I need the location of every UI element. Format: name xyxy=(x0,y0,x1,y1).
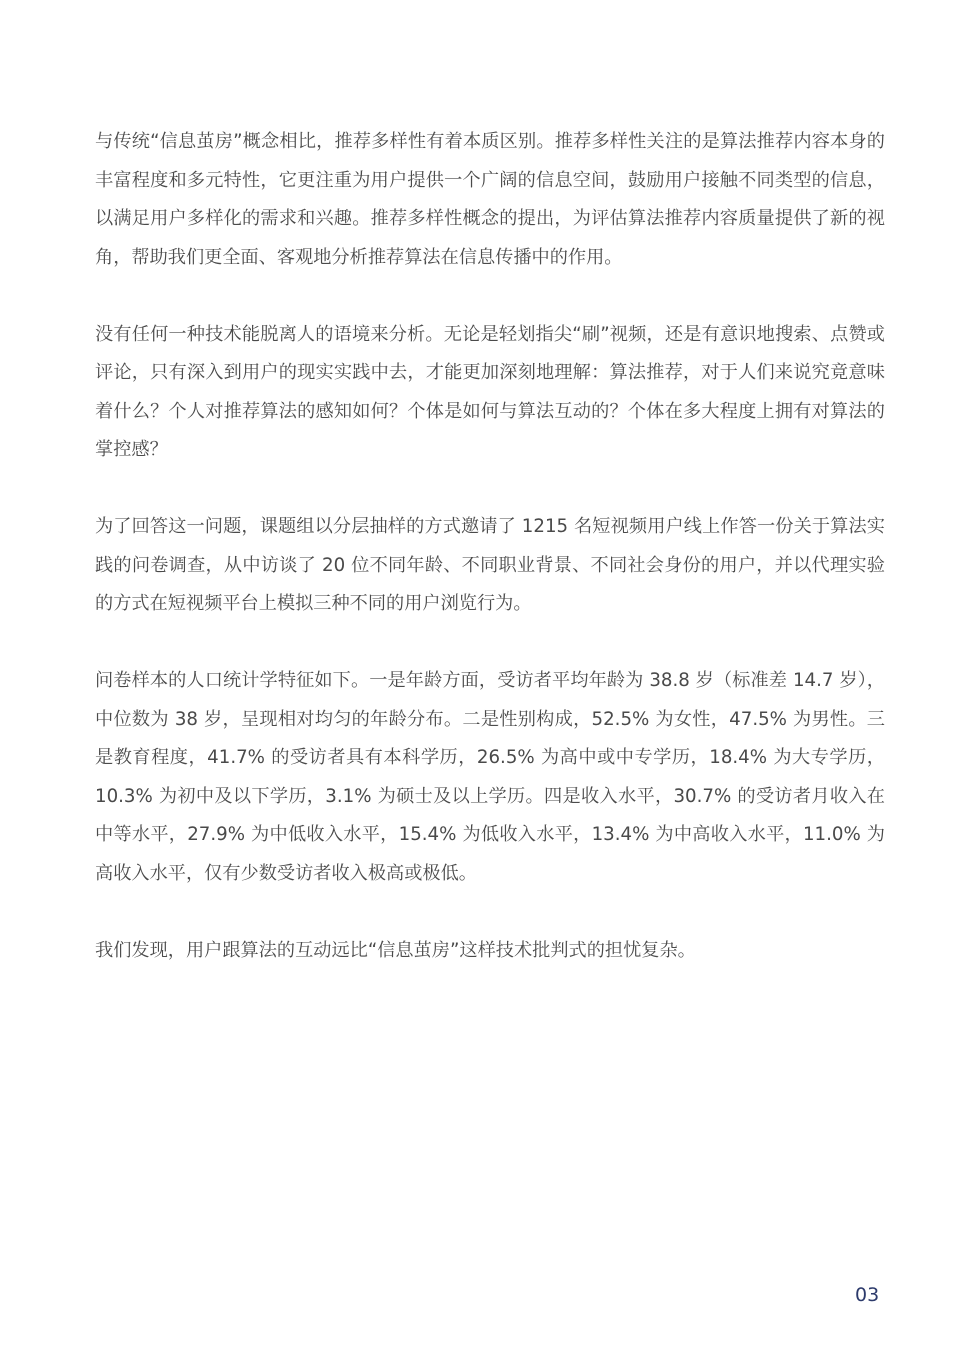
paragraph-user-context: 没有任何一种技术能脱离人的语境来分析。无论是轻划指尖“刷”视频，还是有意识地搜索、点赞或评论，只有深入到用户的现实实践中去，才能更加深刻地理解：算法推荐，对于人们来说究竟意味着什么？个人对推荐算法的感知如何？个体是如何与算法互动的？个体在多大程度上拥有对算法的掌控感？ xyxy=(95,323,885,460)
paragraph-finding: 我们发现，用户跟算法的互动远比“信息茧房”这样技术批判式的担忧复杂。 xyxy=(95,939,696,961)
body-text xyxy=(95,123,885,1009)
paragraph-recommendation-diversity: 与传统“信息茧房”概念相比，推荐多样性有着本质区别。推荐多样性关注的是算法推荐内容本身的丰富程度和多元特性，它更注重为用户提供一个广阔的信息空间，鼓励用户接触不同类型的信息，以满足用户多样化的需求和兴趣。推荐多样性概念的提出，为评估算法推荐内容质量提供了新的视角，帮助我们更全面、客观地分析推荐算法在信息传播中的作用。 xyxy=(95,131,885,268)
paragraph-research-method: 为了回答这一问题，课题组以分层抽样的方式邀请了 1215 名短视频用户线上作答一份关于算法实践的问卷调查，从中访谈了 20 位不同年龄、不同职业背景、不同社会身份的用户，并以代理实验的方式在短视频平台上模拟三种不同的用户浏览行为。 xyxy=(95,516,885,614)
page-number: 03 xyxy=(855,1284,880,1306)
paragraph-demographics: 问卷样本的人口统计学特征如下。一是年龄方面，受访者平均年龄为 38.8 岁（标准差 14.7 岁），中位数为 38 岁，呈现相对均匀的年龄分布。二是性别构成，52.5% 为女性，47.5% 为男性。三是教育程度，41.7% 的受访者具有本科学历，26.5% 为高中或中专学历，18.4% 为大专学历，10.3% 为初中及以下学历，3.1% 为硕士及以上学历。四是收入水平，30.7% 的受访者月收入在中等水平，27.9% 为中低收入水平，15.4% 为低收入水平，13.4% 为中高收入水平，11.0% 为高收入水平，仅有少数受访者收入极高或极低。 xyxy=(95,670,885,884)
